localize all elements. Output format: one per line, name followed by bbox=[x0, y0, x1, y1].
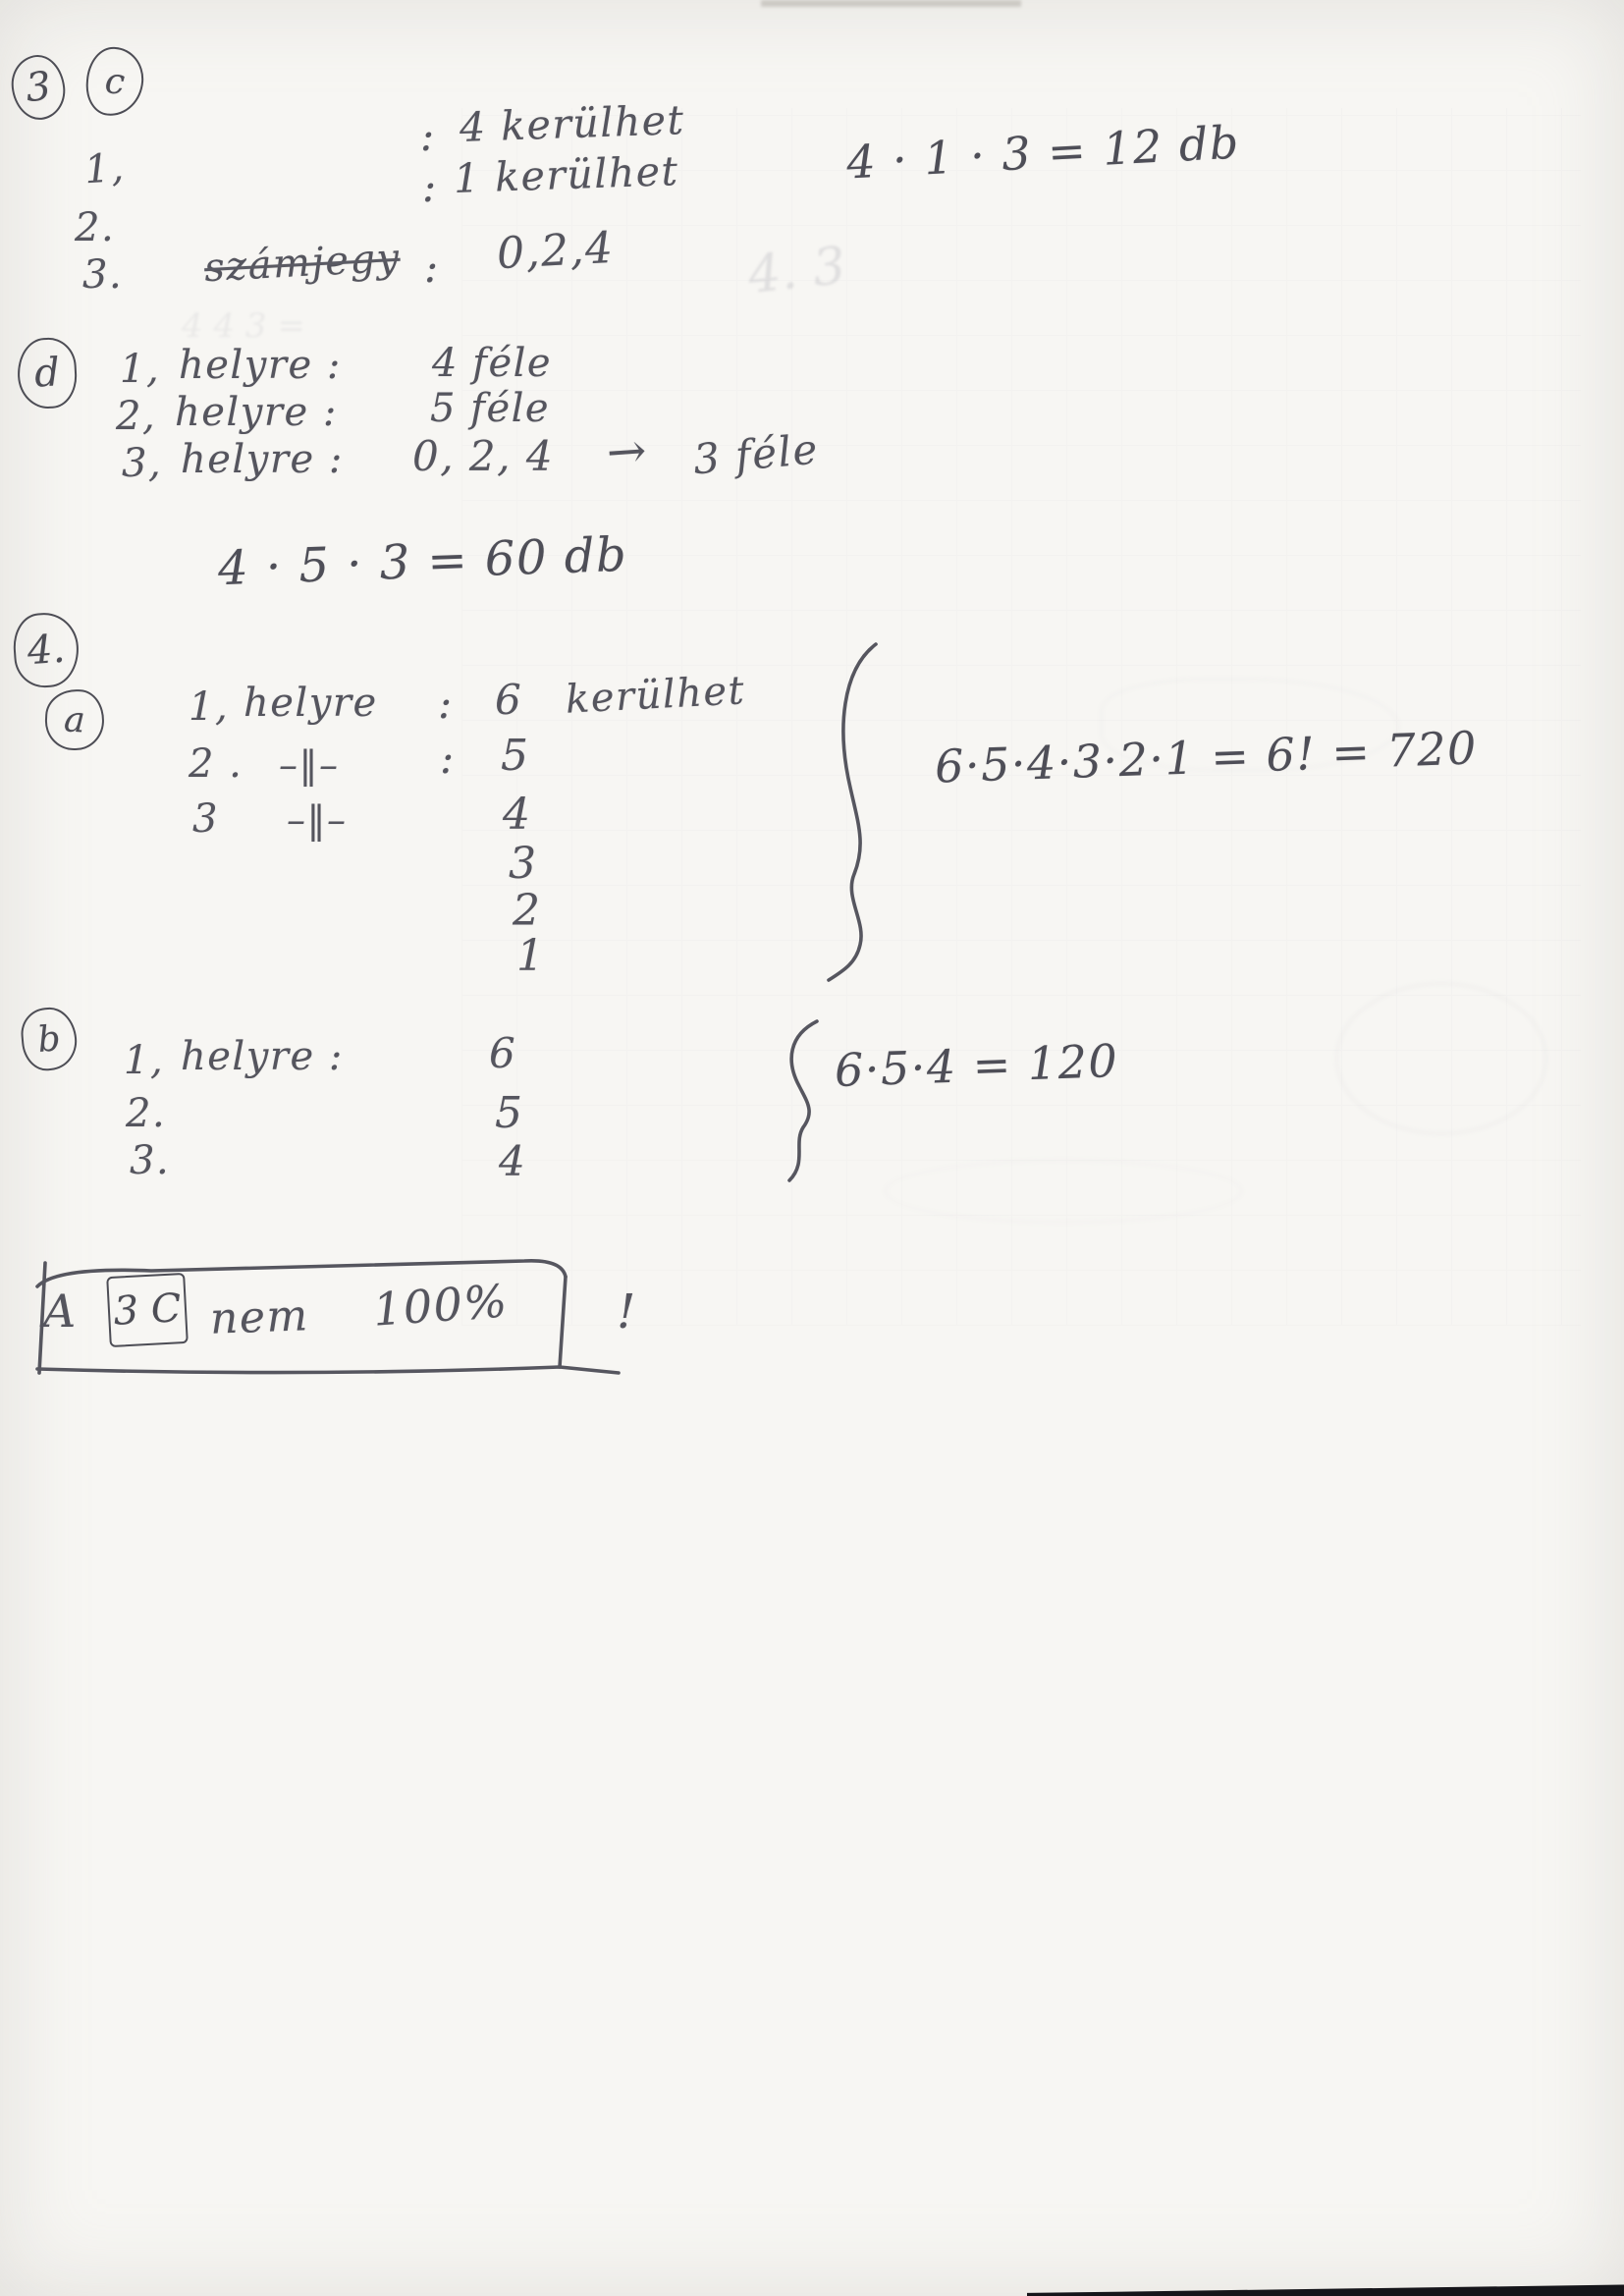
list-index: 1, bbox=[82, 144, 127, 193]
column-value: 5 bbox=[495, 1088, 524, 1138]
list-index: 1, bbox=[124, 1038, 165, 1083]
column-value: 5 bbox=[501, 731, 530, 781]
ditto-mark: –‖– bbox=[279, 743, 340, 787]
remark-prefix: A bbox=[43, 1285, 78, 1338]
colon-mark: : bbox=[440, 735, 456, 783]
list-index: 3 bbox=[192, 796, 219, 842]
showthrough-blob bbox=[884, 1159, 1243, 1224]
showthrough-blob bbox=[1335, 982, 1547, 1135]
row-label: helyre : bbox=[181, 437, 344, 482]
remark-word: nem bbox=[209, 1290, 310, 1344]
part-badge-b bbox=[19, 1006, 79, 1073]
column-value: 4 bbox=[503, 790, 532, 840]
scan-edge-smudge bbox=[761, 0, 1021, 7]
ghost-marks: 4 4 3 = bbox=[182, 306, 305, 346]
list-index: 2, bbox=[116, 394, 157, 439]
badge-text: 3 C bbox=[112, 1285, 183, 1335]
count-note: 1 kerülhet bbox=[453, 147, 680, 202]
crossed-word: számjegy bbox=[202, 235, 402, 292]
badge-text: c bbox=[103, 60, 127, 103]
count-note: 4 kerülhet bbox=[459, 96, 686, 151]
ditto-mark: –‖– bbox=[287, 798, 348, 842]
list-index: 3. bbox=[130, 1138, 171, 1183]
problem-number-badge-4 bbox=[11, 611, 81, 689]
equation-result: 6·5·4 = 120 bbox=[834, 1033, 1119, 1098]
column-value: 6 bbox=[489, 1029, 517, 1077]
list-index: 3, bbox=[122, 441, 163, 486]
row-value: 4 féle bbox=[432, 341, 553, 386]
colon-mark: : bbox=[438, 680, 454, 728]
equation-result: 4 · 1 · 3 = 12 db bbox=[844, 115, 1242, 190]
column-value: 2 bbox=[513, 886, 542, 936]
row-label: helyre : bbox=[179, 343, 342, 388]
badge-text: d bbox=[33, 350, 61, 397]
colon-mark: : bbox=[424, 244, 440, 292]
badge-text: a bbox=[63, 698, 86, 741]
list-index: 2. bbox=[75, 205, 116, 250]
list-index: 2 . bbox=[189, 741, 244, 787]
exclamation-mark: ! bbox=[617, 1285, 637, 1339]
list-index: 2. bbox=[126, 1091, 167, 1136]
equation-result: 6·5·4·3·2·1 = 6! = 720 bbox=[934, 721, 1479, 793]
grouping-brace-b bbox=[772, 1017, 840, 1184]
equation-result: 4 · 5 · 3 = 60 db bbox=[217, 526, 629, 597]
row-label: helyre bbox=[244, 681, 378, 726]
badge-text: b bbox=[35, 1017, 63, 1061]
badge-text: 3 bbox=[23, 63, 54, 112]
row-value: 5 féle bbox=[430, 386, 551, 431]
count-note: kerülhet bbox=[564, 668, 747, 723]
ghost-numbers: 4. 3 bbox=[745, 236, 849, 306]
list-index: 1, bbox=[120, 347, 161, 392]
grouping-brace-a bbox=[815, 640, 923, 984]
scan-corner-bar bbox=[1027, 2282, 1624, 2296]
colon-mark: : bbox=[422, 163, 438, 211]
part-badge-d bbox=[16, 336, 79, 410]
column-value: 1 bbox=[516, 931, 546, 981]
arrow-note: 3 féle bbox=[691, 424, 821, 484]
colon-mark: : bbox=[420, 112, 436, 160]
problem-number-badge-3 bbox=[9, 52, 69, 122]
part-badge-c bbox=[84, 45, 146, 118]
row-value: 0, 2, 4 bbox=[412, 432, 555, 480]
row-label: helyre : bbox=[181, 1034, 344, 1079]
boxed-reference-3c bbox=[106, 1273, 189, 1347]
column-value: 3 bbox=[509, 839, 538, 889]
column-value: 6 bbox=[495, 676, 523, 724]
row-label: helyre : bbox=[175, 390, 338, 435]
badge-text: 4. bbox=[26, 626, 67, 675]
remark-percent: 100% bbox=[371, 1274, 511, 1337]
digit-list: 0,2,4 bbox=[495, 222, 616, 280]
list-index: 1, bbox=[189, 684, 230, 730]
part-badge-a bbox=[43, 687, 105, 751]
column-value: 4 bbox=[499, 1137, 527, 1185]
list-index: 3. bbox=[82, 252, 124, 298]
arrow-icon: → bbox=[605, 422, 650, 481]
